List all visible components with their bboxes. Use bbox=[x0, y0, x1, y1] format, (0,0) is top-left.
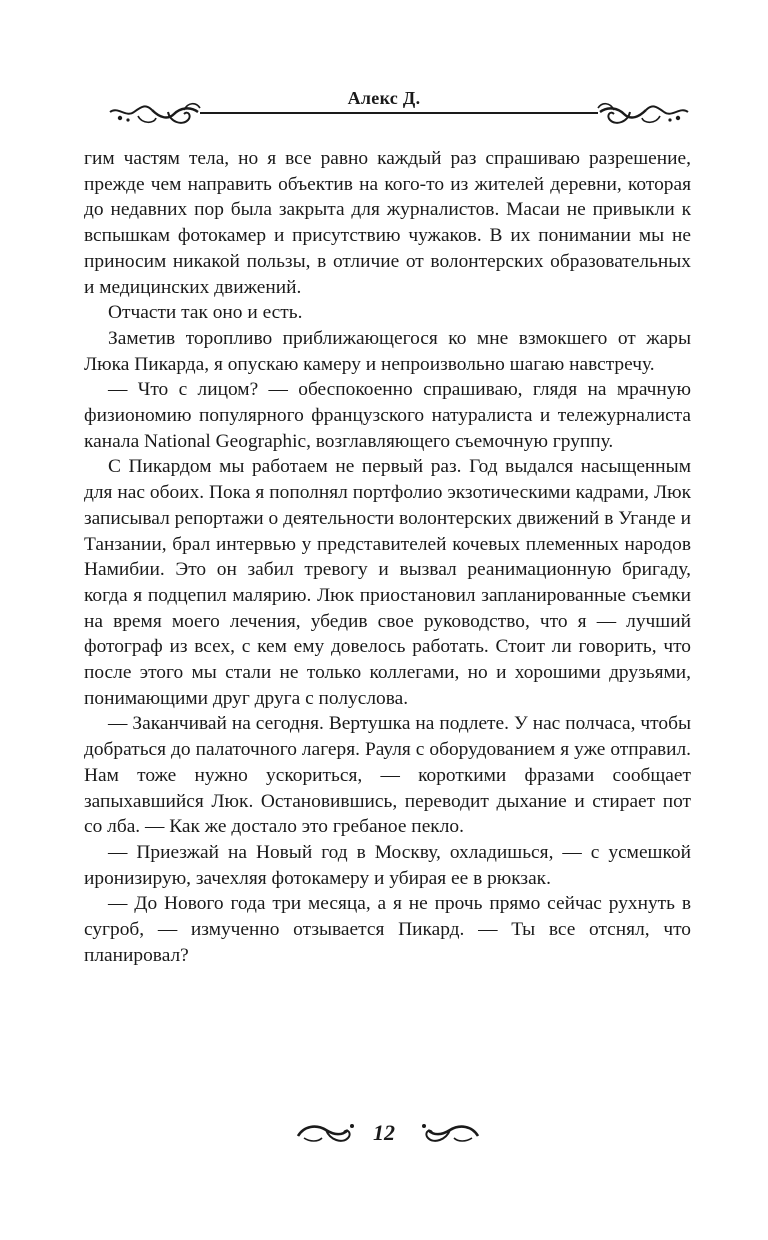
ornament-right-icon bbox=[596, 98, 690, 132]
paragraph: — До Нового года три месяца, а я не прочь прямо сейчас рухнуть в сугроб, — измученно отзывается Пикард. — Ты все отснял, что планировал? bbox=[84, 893, 691, 966]
paragraph: — Что с лицом? — обеспокоенно спрашиваю, глядя на мрачную физиономию популярного французского натуралиста и тележурналиста канала National Geographic, возглавляющего съемочную группу. bbox=[84, 379, 691, 452]
paragraph: гим частям тела, но я все равно каждый раз спрашиваю разрешение, прежде чем направить объектив на кого-то из жителей деревни, которая до недавних пор была закрыта для журналистов. Масаи не привыкли к вспышкам фотокамер и присутствию чужаков. В их понимании мы не приносим никакой пользы, в отличие от волонтерских образовательных и медицинских движений. bbox=[84, 148, 691, 298]
page-number: 12 bbox=[373, 1120, 395, 1145]
paragraph: С Пикардом мы работаем не первый раз. Год выдался насыщенным для нас обоих. Пока я пополнял портфолио экзотическими кадрами, Люк записывал репортажи о деятельности волонтерских движений в Уганде и Танзании, брал интервью у представителей кочевых племенных народов Намибии. Это он забил тревогу и вызвал реанимационную бригаду, когда я подцепил малярию. Люк приостановил запланированные съемки на время моего лечения, убедив свое руководство, что я — лучший фотограф из всех, с кем ему довелось работать. Стоит ли говорить, что после этого мы стали не только коллегами, но и хорошими друзьями, понимающими друг друга с полуслова. bbox=[84, 456, 691, 709]
paragraph: Отчасти так оно и есть. bbox=[108, 302, 303, 324]
header-rule bbox=[200, 112, 598, 114]
running-head-author: Алекс Д. bbox=[347, 88, 421, 108]
body-text bbox=[84, 146, 691, 969]
paragraph: — Заканчивай на сегодня. Вертушка на подлете. У нас полчаса, чтобы добраться до палаточного лагеря. Рауля с оборудованием я уже отправил. Нам тоже нужно ускориться, — короткими фразами сообщает запыхавшийся Люк. Остановившись, переводит дыхание и стирает пот со лба. — Как же достало это гребаное пекло. bbox=[84, 713, 691, 838]
paragraph: Заметив торопливо приближающегося ко мне взмокшего от жары Люка Пикарда, я опускаю камеру и непроизвольно шагаю навстречу. bbox=[84, 327, 691, 375]
folio bbox=[0, 1112, 768, 1156]
running-head bbox=[0, 84, 768, 132]
paragraph: — Приезжай на Новый год в Москву, охладишься, — с усмешкой иронизирую, зачехляя фотокамеру и убирая ее в рюкзак. bbox=[84, 841, 691, 889]
ornament-right-icon bbox=[420, 1118, 480, 1148]
